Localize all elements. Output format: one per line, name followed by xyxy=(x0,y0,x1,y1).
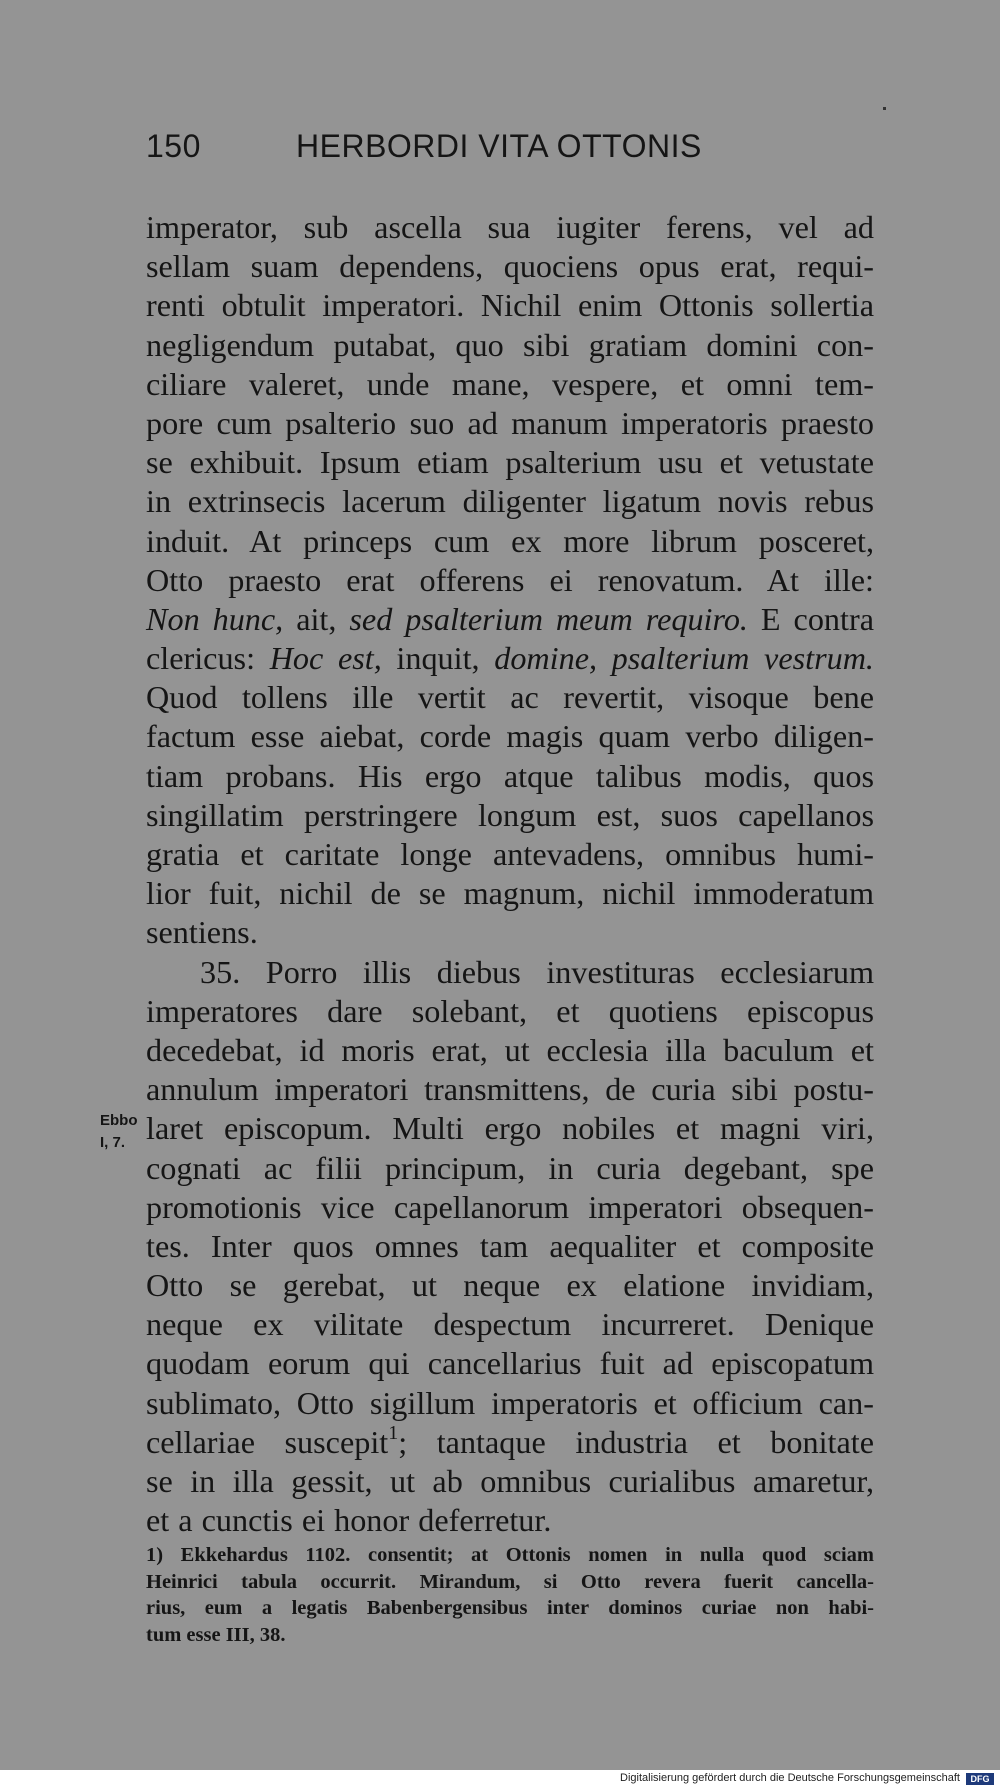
text-line-italic xyxy=(146,639,874,678)
paragraph-end-line: et a cunctis ei honor deferretur. xyxy=(146,1502,552,1539)
text-line: gratia et caritate longe antevadens, omnibus humi- xyxy=(146,836,874,872)
italic-phrase: Hoc est, xyxy=(269,640,382,677)
plain-phrase: inquit, xyxy=(381,640,495,677)
text-line: ciliare valeret, unde mane, vespere, et omni tem- xyxy=(146,365,874,402)
page-number: 150 xyxy=(146,128,201,164)
dfg-logo: DFG xyxy=(966,1773,994,1785)
plain-phrase: ; tantaque industria et bonitate xyxy=(398,1423,874,1460)
text-line: Quod tollens ille vertit ac revertit, visoque bene xyxy=(146,679,874,716)
margin-note-line: I, 7. xyxy=(100,1134,126,1151)
running-title: HERBORDI VITA OTTONIS xyxy=(296,128,702,164)
text-line: Otto praesto erat offerens ei renovatum. At ille: xyxy=(146,561,874,598)
funding-credit: Digitalisierung gefördert durch die Deutsche Forschungsgemeinschaft xyxy=(620,1772,960,1784)
plain-phrase: E contra xyxy=(747,600,874,637)
text-line: imperatores dare solebant, et quotiens episcopus xyxy=(146,992,874,1029)
text-line: quodam eorum qui cancellarius fuit ad episcopatum xyxy=(146,1345,874,1382)
footnote-line: 1) Ekkehardus 1102. consentit; at Ottonis nomen in nulla quod sciam xyxy=(146,1544,874,1566)
text-line: imperator, sub ascella sua iugiter ferens, vel ad xyxy=(146,209,874,245)
text-line-italic xyxy=(146,600,874,639)
margin-note xyxy=(100,1110,138,1154)
text-line: in extrinsecis lacerum diligenter ligatum novis rebus xyxy=(146,483,874,520)
footnote-marker: 1 xyxy=(388,1421,399,1444)
text-line: negligendum putabat, quo sibi gratiam domini con- xyxy=(146,326,874,363)
footnote xyxy=(146,1542,874,1648)
text-line: se exhibuit. Ipsum etiam psalterium usu et vetustate xyxy=(146,444,874,481)
italic-phrase: sed psalterium meum requiro. xyxy=(349,600,748,637)
text-line: singillatim perstringere longum est, suos capellanos xyxy=(146,796,874,833)
paragraph-end-line: sentiens. xyxy=(146,914,258,951)
text-line: cognati ac filii principum, in curia degebant, spe xyxy=(146,1149,874,1186)
text-line: tes. Inter quos omnes tam aequaliter et composite xyxy=(146,1227,874,1264)
margin-note-line: Ebbo xyxy=(100,1112,138,1129)
footnote-line: rius, eum a legatis Babenbergensibus inter dominos curiae non habi- xyxy=(146,1597,874,1619)
text-line: pore cum psalterio suo ad manum imperatoris praesto xyxy=(146,404,874,441)
text-line: induit. At princeps cum ex more librum posceret, xyxy=(146,522,874,559)
text-line: sublimato, Otto sigillum imperatoris et officium can- xyxy=(146,1384,874,1421)
digitization-footer xyxy=(0,1770,1000,1787)
italic-phrase: Non hunc, xyxy=(146,600,284,637)
text-line: Otto se gerebat, ut neque ex elatione invidiam, xyxy=(146,1267,874,1304)
footnote-line: tum esse III, 38. xyxy=(146,1623,286,1646)
footnote-line: Heinrici tabula occurrit. Mirandum, si Otto revera fuerit cancella- xyxy=(146,1570,874,1593)
plain-phrase: ait, xyxy=(283,600,350,637)
text-line: laret episcopum. Multi ergo nobiles et magni viri, xyxy=(146,1110,874,1147)
page-header xyxy=(146,128,702,165)
speck-mark xyxy=(883,107,886,110)
text-line: promotionis vice capellanorum imperatori obsequen- xyxy=(146,1188,874,1225)
text-line: renti obtulit imperatori. Nichil enim Ottonis sollertia xyxy=(146,287,874,324)
footnote-ref-line xyxy=(146,1423,874,1462)
text-line: se in illa gessit, ut ab omnibus curialibus amaretur, xyxy=(146,1463,874,1499)
text-line: lior fuit, nichil de se magnum, nichil immoderatum xyxy=(146,875,874,912)
section-start-line: 35. Porro illis diebus investituras ecclesiarum xyxy=(200,953,874,990)
text-line: sellam suam dependens, quociens opus erat, requi- xyxy=(146,248,874,285)
text-line: decedebat, id moris erat, ut ecclesia illa baculum et xyxy=(146,1031,874,1068)
text-line: annulum imperatori transmittens, de curia sibi postu- xyxy=(146,1071,874,1108)
main-text xyxy=(146,208,874,1540)
text-line: neque ex vilitate despectum incurreret. Denique xyxy=(146,1306,874,1343)
text-line: factum esse aiebat, corde magis quam verbo diligen- xyxy=(146,718,874,755)
plain-phrase: clericus: xyxy=(146,640,270,677)
italic-phrase: domine, psalterium vestrum. xyxy=(494,640,874,677)
text-line: tiam probans. His ergo atque talibus modis, quos xyxy=(146,757,874,794)
plain-phrase: cellariae suscepit xyxy=(146,1423,389,1460)
